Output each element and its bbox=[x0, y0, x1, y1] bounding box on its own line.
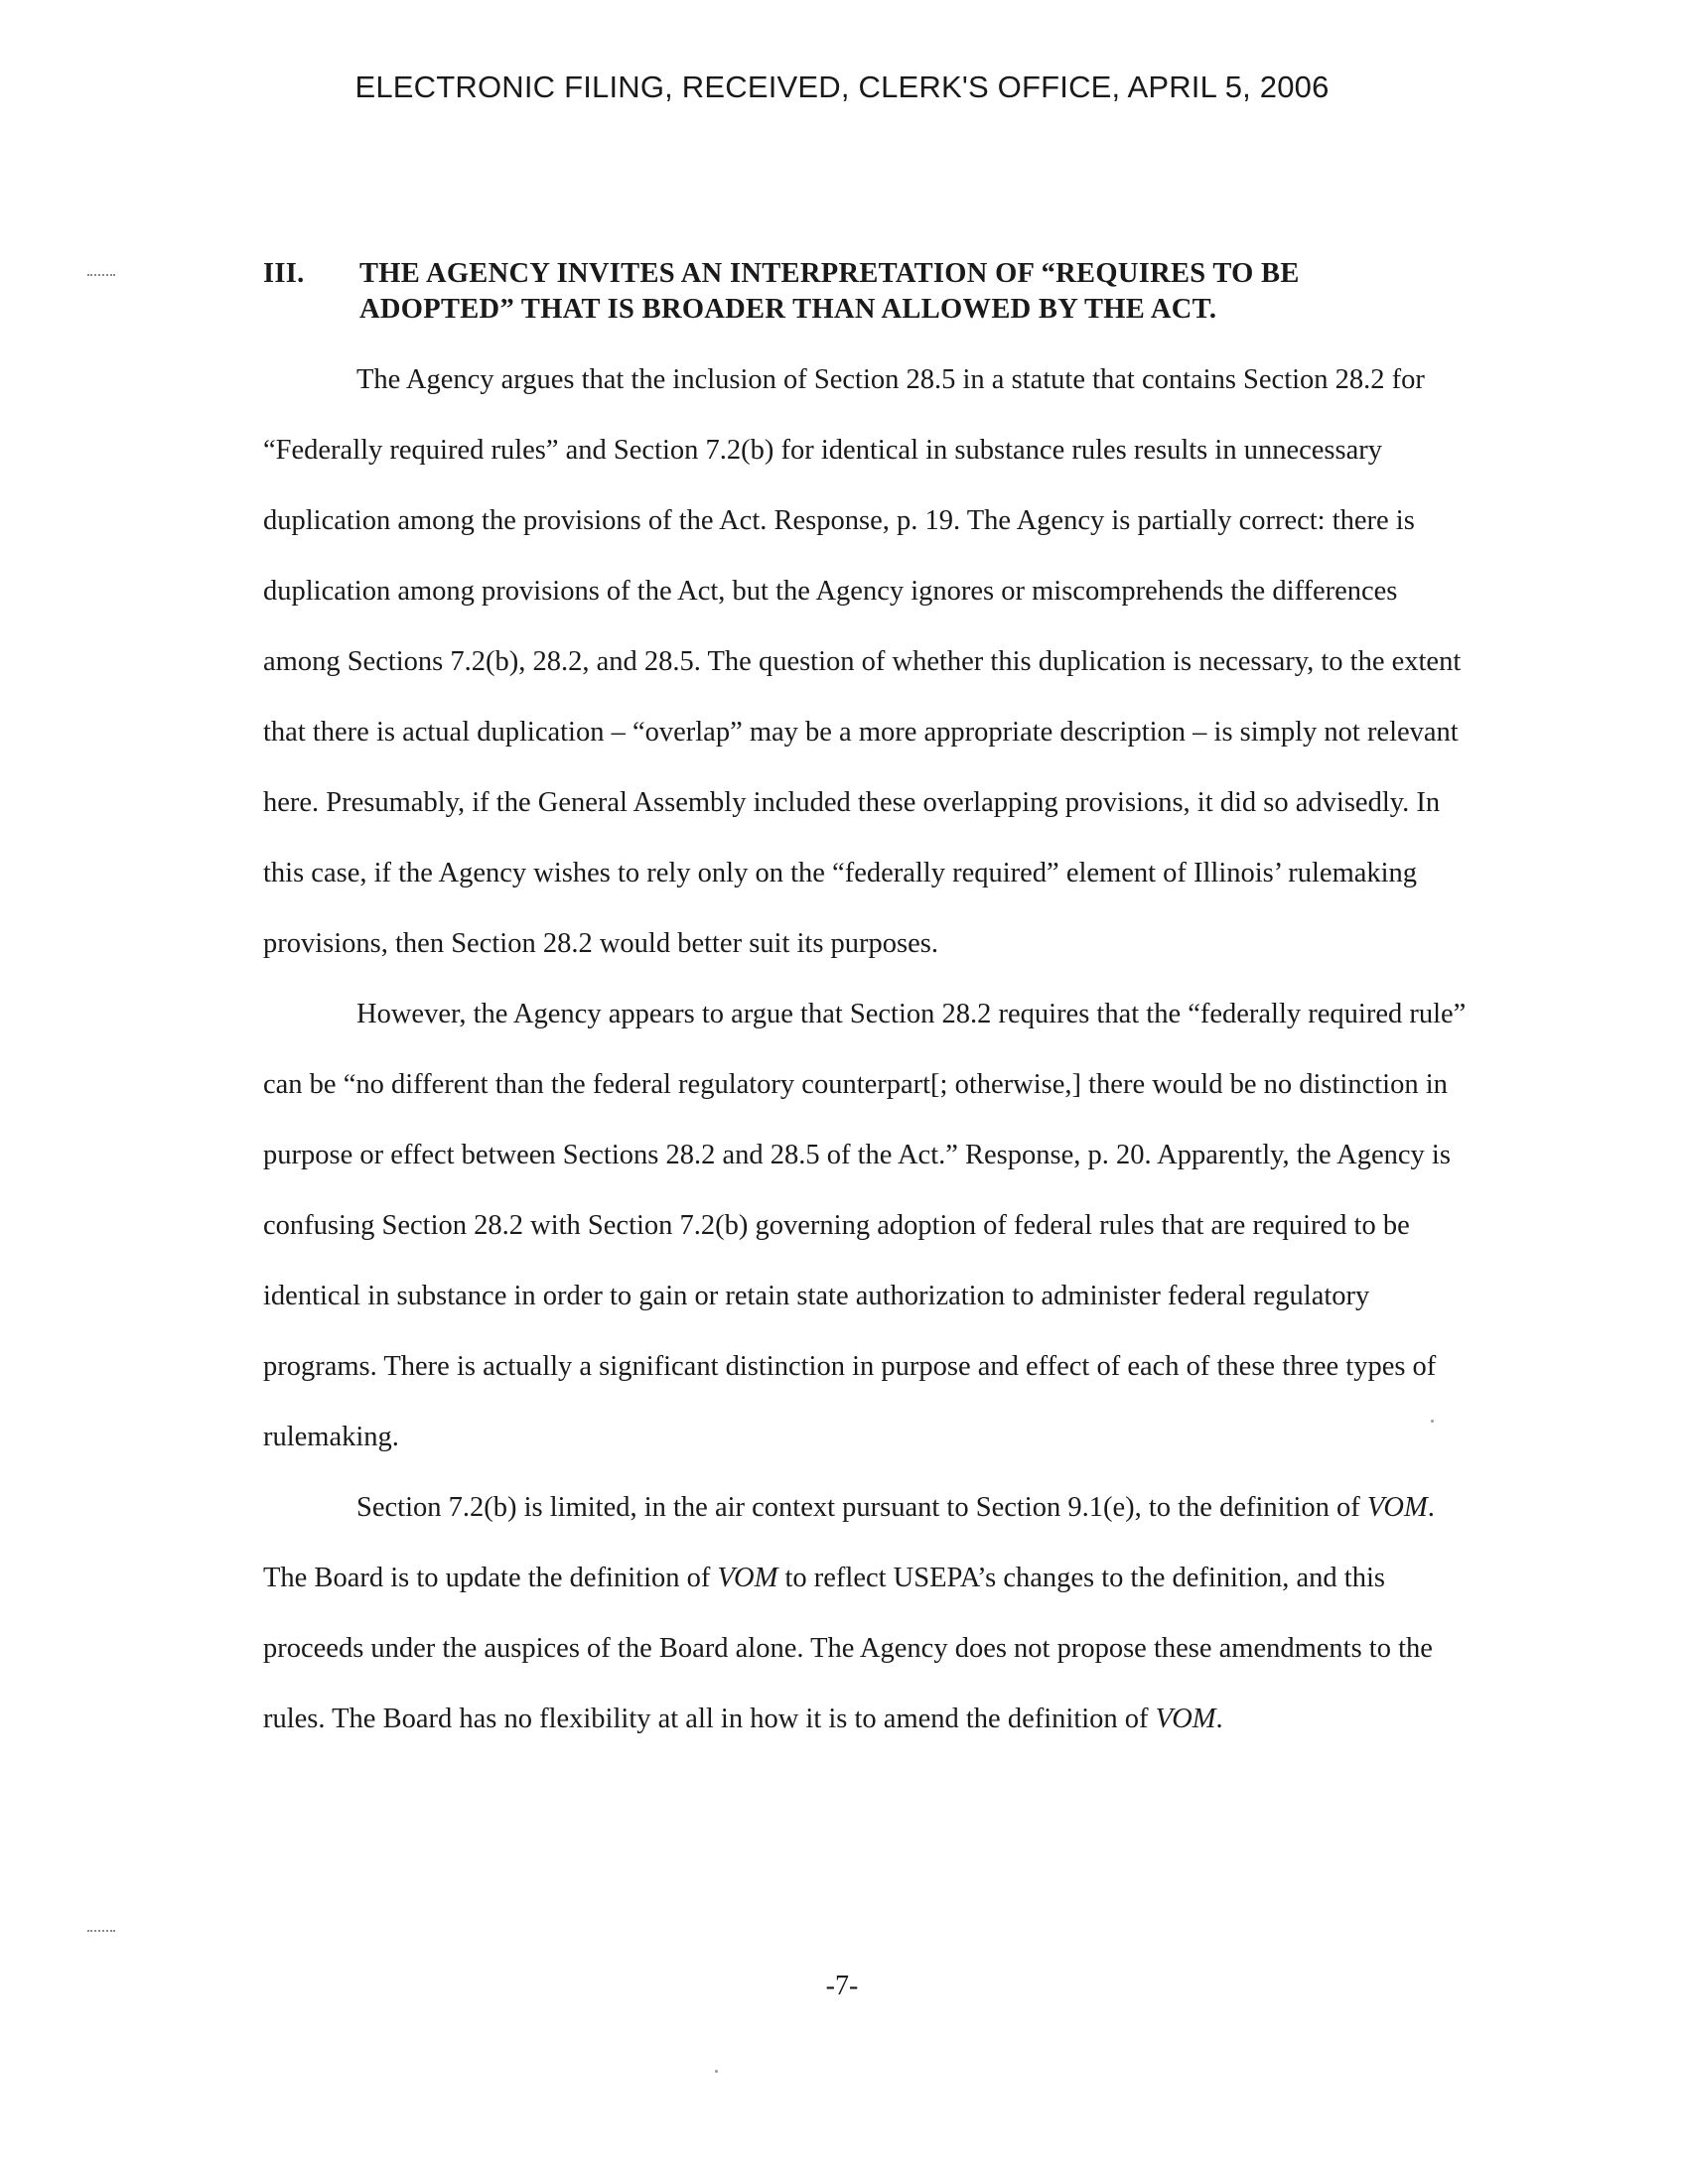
body-text bbox=[263, 344, 1473, 1754]
paragraph-3-text-a: Section 7.2(b) is limited, in the air context pursuant to Section 9.1(e), to the definition of bbox=[356, 1492, 1367, 1523]
margin-mark bbox=[87, 1930, 115, 1932]
vom-term: VOM bbox=[717, 1563, 778, 1593]
vom-term: VOM bbox=[1155, 1704, 1216, 1734]
paragraph-2: However, the Agency appears to argue that Section 28.2 requires that the “federally required rule” can be “no different than the federal regulatory counterpart[; otherwise,] there would be no distinction in purpose or effect between Sections 28.2 and 28.5 of the Act.” Response, p. 20. Apparently, the Agency is confusing Section 28.2 with Section 7.2(b) governing adoption of federal rules that are required to be identical in substance in order to gain or retain state authorization to administer federal regulatory programs. There is actually a significant distinction in purpose and effect of each of these three types of rulemaking. bbox=[263, 999, 1467, 1452]
scan-speck bbox=[715, 2070, 718, 2073]
section-title-line-2: ADOPTED” THAT IS BROADER THAN ALLOWED BY THE ACT. bbox=[359, 294, 1217, 325]
section-title-line-1: THE AGENCY INVITES AN INTERPRETATION OF “REQUIRES TO BE bbox=[359, 258, 1300, 289]
margin-mark bbox=[87, 274, 115, 276]
page-number: -7- bbox=[825, 1971, 859, 2001]
section-number: III. bbox=[263, 258, 305, 289]
scan-speck bbox=[1431, 1420, 1434, 1423]
paragraph-1: The Agency argues that the inclusion of Section 28.5 in a statute that contains Section 28.2 for “Federally required rules” and Section 7.2(b) for identical in substance rules results in unnecessary duplication among the provisions of the Act. Response, p. 19. The Agency is partially correct: there is duplication among provisions of the Act, but the Agency ignores or miscomprehends the differences among Sections 7.2(b), 28.2, and 28.5. The question of whether this duplication is necessary, to the extent that there is actual duplication – “overlap” may be a more appropriate description – is simply not relevant here. Presumably, if the General Assembly included these overlapping provisions, it did so advisedly. In this case, if the Agency wishes to rely only on the “federally required” element of Illinois’ rulemaking provisions, then Section 28.2 would better suit its purposes. bbox=[263, 364, 1462, 959]
vom-term: VOM bbox=[1366, 1492, 1428, 1523]
section-title bbox=[359, 256, 1452, 328]
paragraph-3-text-c: to reflect USEPA’s changes to the definition, and this proceeds under the auspices of the Board alone. The Agency does not propose these amendments to the rules. The Board has no flexibility at all in how it is to amend the definition of bbox=[263, 1563, 1433, 1734]
paragraph-3-text-b: . The Board is to update the definition of bbox=[263, 1492, 1435, 1593]
paragraph-3-text-d: . bbox=[1215, 1704, 1223, 1734]
paragraph-3 bbox=[263, 1472, 1473, 1754]
filing-stamp-header: ELECTRONIC FILING, RECEIVED, CLERK'S OFFICE, APRIL 5, 2006 bbox=[354, 69, 1330, 104]
